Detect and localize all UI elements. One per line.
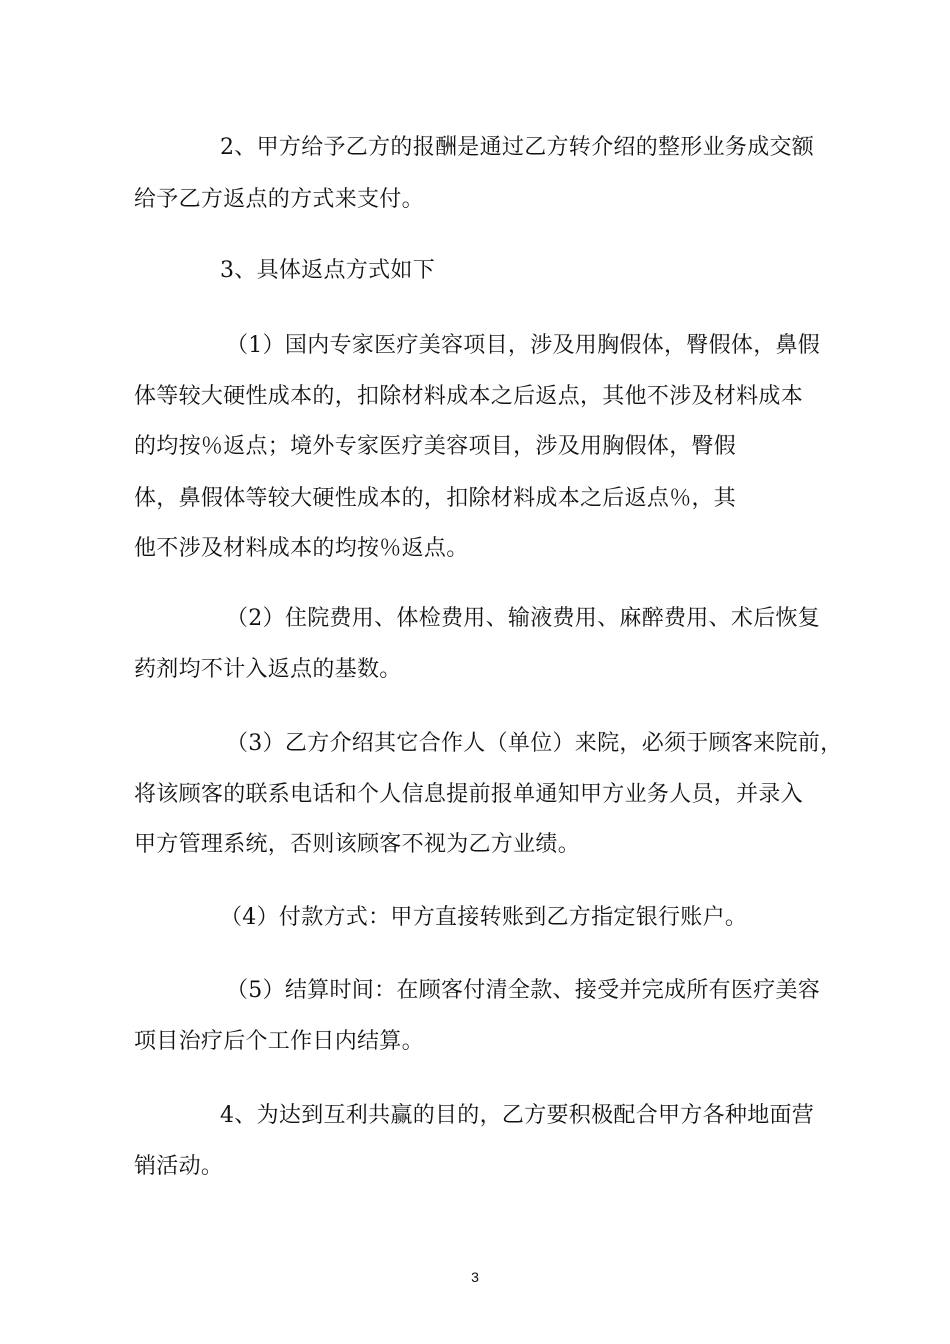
paragraph-2-line-1: 2、甲方给予乙方的报酬是通过乙方转介绍的整形业务成交额 <box>220 135 815 160</box>
item-3-line-1: （3）乙方介绍其它合作人（单位）来院，必须于顾客来院前， <box>226 731 843 756</box>
item-5-line-1: （5）结算时间：在顾客付清全款、接受并完成所有医疗美容 <box>226 978 821 1003</box>
paragraph-4-line-2: 销活动。 <box>134 1154 224 1179</box>
item-1-line-5: 他不涉及材料成本的均按％返点。 <box>134 536 469 561</box>
paragraph-2-line-2: 给予乙方返点的方式来支付。 <box>134 187 424 212</box>
paragraph-3-line-1: 3、具体返点方式如下 <box>220 258 435 283</box>
item-1-line-3: 的均按％返点；境外专家医疗美容项目，涉及用胸假体，臀假 <box>134 434 737 459</box>
item-2-line-2: 药剂均不计入返点的基数。 <box>134 657 402 682</box>
item-3-line-2: 将该顾客的联系电话和个人信息提前报单通知甲方业务人员，并录入 <box>134 782 804 807</box>
item-4-line-1: （4）付款方式：甲方直接转账到乙方指定银行账户。 <box>220 905 748 930</box>
item-1-line-4: 体，鼻假体等较大硬性成本的，扣除材料成本之后返点％，其 <box>134 486 737 511</box>
item-1-line-1: （1）国内专家医疗美容项目，涉及用胸假体，臀假体，鼻假 <box>226 333 821 358</box>
item-1-line-2: 体等较大硬性成本的，扣除材料成本之后返点，其他不涉及材料成本 <box>134 384 804 409</box>
item-3-line-3: 甲方管理系统，否则该顾客不视为乙方业绩。 <box>134 832 581 857</box>
item-5-line-2: 项目治疗后个工作日内结算。 <box>134 1029 424 1054</box>
page-number: 3 <box>471 1269 479 1285</box>
paragraph-4-line-1: 4、为达到互利共赢的目的，乙方要积极配合甲方各种地面营 <box>220 1103 815 1128</box>
item-2-line-1: （2）住院费用、体检费用、输液费用、麻醉费用、术后恢复 <box>226 606 821 631</box>
